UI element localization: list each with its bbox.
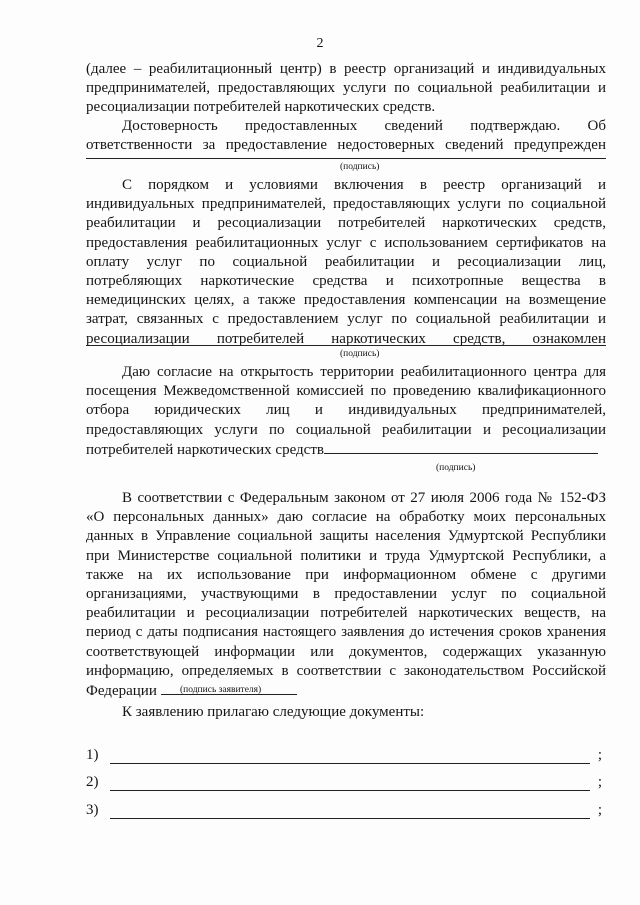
text-line: индивидуальных предпринимателей, предоставляющих услуги по социальной	[86, 196, 606, 213]
text-line: оплату услуг по социальной реабилитации и ресоциализации лиц,	[86, 253, 606, 270]
paragraph-rehab-center	[86, 60, 606, 118]
text-line: ресоциализации потребителей наркотических средств.	[86, 99, 436, 116]
text-line	[86, 681, 606, 701]
signature-line	[324, 440, 598, 454]
text-line: предоставления реабилитационных услуг с использованием сертификатов на	[86, 234, 606, 251]
attachment-row-3[interactable]	[86, 802, 606, 822]
text-line: (далее – реабилитационный центр) в реестр организаций и индивидуальных	[86, 61, 606, 77]
attachment-number: 1)	[86, 747, 99, 763]
text-fragment: Федерации	[86, 683, 157, 700]
text-line: предоставляющих услуги по социальной реабилитации и ресоциализации	[86, 421, 606, 438]
signature-caption: (подпись)	[340, 162, 380, 172]
text-line: «О персональных данных» даю согласие на обработку моих персональных	[86, 509, 606, 526]
text-line: Достоверность предоставленных сведений подтверждаю. Об	[122, 118, 606, 134]
paragraph-reliability	[86, 117, 606, 155]
attachment-number: 3)	[86, 802, 99, 818]
text-line: организациями, участвующими в предоставлении услуг по социальной	[86, 586, 606, 603]
text-line: посещения Межведомственной комиссией по проведению квалификационного	[86, 383, 606, 400]
text-line: реабилитации и ресоциализации потребителей наркотических веществ, на	[86, 605, 606, 622]
text-line	[86, 440, 606, 460]
attachment-fill-line[interactable]	[110, 790, 590, 791]
attachment-end: ;	[597, 802, 602, 818]
text-line: период с даты подписания настоящего заявления до истечения сроков хранения	[86, 624, 606, 641]
signature-caption: (подпись)	[436, 463, 476, 473]
signature-line	[86, 345, 606, 346]
text-line: предпринимателей, предоставляющих услуги по социальной реабилитации и	[86, 80, 606, 97]
text-line: данных в Управление социальной защиты населения Удмуртской Республики	[86, 528, 606, 545]
text-line: Даю согласие на открытость территории реабилитационного центра для	[122, 364, 606, 380]
text-line: ресоциализации потребителей наркотических средств, ознакомлен	[86, 330, 606, 347]
text-line: соответствующей информации или документов, содержащих указанную	[86, 643, 606, 660]
text-line: также на их использование при информационном обмене с другими	[86, 566, 606, 583]
attachment-fill-line[interactable]	[110, 763, 590, 764]
attachment-row-1[interactable]	[86, 747, 606, 767]
attachment-fill-line[interactable]	[110, 818, 590, 819]
paragraph-personal-data	[86, 489, 606, 701]
signature-line	[86, 158, 606, 159]
attachment-end: ;	[597, 774, 602, 790]
text-line: при Министерстве социальной политики и труда Удмуртской Республики, а	[86, 547, 606, 564]
text-line: отбора юридических лиц и индивидуальных предпринимателей,	[86, 402, 606, 419]
attachment-row-2[interactable]	[86, 774, 606, 794]
text-line: реабилитации и ресоциализации потребителей наркотических средств,	[86, 215, 606, 232]
attachment-number: 2)	[86, 774, 99, 790]
paragraph-consent-territory	[86, 363, 606, 460]
text-line: затрат, связанных с предоставлением услуг по социальной реабилитации и	[86, 311, 606, 328]
text-line: немедицинских целях, а также предоставления компенсации на возмещение	[86, 292, 606, 309]
paragraph-procedure	[86, 176, 606, 349]
text-line: В соответствии с Федеральным законом от 27 июля 2006 года № 152-ФЗ	[122, 490, 606, 506]
text-line: С порядком и условиями включения в реестр организаций и	[122, 177, 606, 193]
text-line: информацию, определяемых в соответствии с законодательством Российской	[86, 662, 606, 679]
page-number: 2	[316, 36, 324, 51]
signature-caption: (подпись)	[340, 349, 380, 359]
signature-caption: (подпись заявителя)	[180, 685, 262, 695]
text-fragment: потребителей наркотических средств	[86, 441, 324, 458]
paragraph-attachments-intro	[86, 703, 606, 722]
text-line: потребляющих наркотические средства и психотропные вещества в	[86, 273, 606, 290]
attachment-end: ;	[597, 747, 602, 763]
text-line: К заявлению прилагаю следующие документы:	[122, 704, 425, 720]
text-line: ответственности за предоставление недостоверных сведений предупрежден	[86, 137, 606, 154]
